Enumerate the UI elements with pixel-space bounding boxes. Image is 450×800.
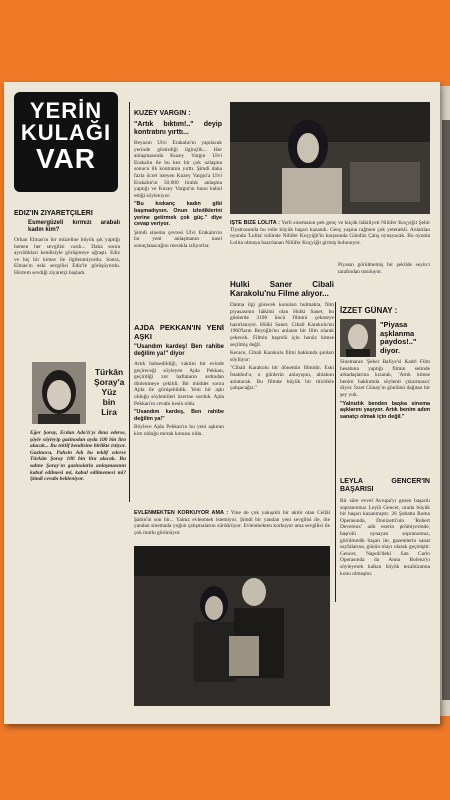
- lolita-body: Yerli sinemanın pek genç ve küçük hâkiliyeti Nilüfer Koçyiğit Şehir Tiyatrosunda bu rolle büyük başarı kazandı. Genç yaşına rağmen çok yetenekli. Anlatılan oyunda 'Lolita' rolünde Nilüfer Koçyiğit'in karşısında Gündüz Çalış oynayacak. Bu oyunla Lolita olmaya hazırlanan Nilüfer Koçyiğit girmiş bulunuyor.: [230, 220, 430, 246]
- izzet-gunay-photo: [340, 319, 376, 357]
- turkan-caption-4: bin: [102, 397, 116, 407]
- ajda-quote: "Usandım kardeş! Ben rahibe değilim ya!" diyor: [134, 344, 224, 357]
- magazine-page: [4, 82, 440, 724]
- hulki-article: [230, 280, 334, 500]
- edizin-subtitle: Esmergüzeli kırmızı arabalı kadın kim?: [28, 220, 120, 233]
- turkan-caption-1: Türkân: [94, 367, 124, 377]
- izzet-title: İZZET GÜNAY :: [340, 306, 398, 315]
- column-divider: [129, 102, 130, 502]
- evlen-article: [134, 510, 330, 544]
- evlen-title: EVLENMEKTEN KORKUYOR AMA :: [134, 510, 229, 516]
- ajda-quote-2: "Usandım kardeş, Ben rahibe değilim ya!": [134, 409, 224, 422]
- lolita-end-text: Piyasın görülmemiş bir şekilde seyirci tarafından tutuluyor.: [338, 262, 430, 275]
- ajda-title: AJDA PEKKAN'IN YENİ AŞKI: [134, 324, 224, 341]
- edizin-article: [14, 210, 120, 280]
- edizin-title: EDİZ'İN ZİYARETÇİLERİ: [14, 210, 93, 217]
- turkan-caption-3: Yüz: [101, 387, 117, 397]
- kuzey-reply: "Bu kıskanç kadın gibi başmadıysın. Onun izlediklerini yerine getirmek çok güç." diye cevap veriyor.: [134, 201, 222, 228]
- logo-line-2: KULAĞI: [20, 120, 112, 145]
- kuzey-body: Beyazın Ulvi Erakalın'ın yapılacak yerinde göstirdiği ilginçlik... Her anlaşmasında Kuzey Vargın Ulvi Erakalın ile bu kez bir çok uzlaşma sonucu ilk kontratını yırttı. Şimdi daha fazla ücret isteyen Kuzey Vargın'a Ulvi Erakalın'ın 50.000 liralık anlaşma yaptığı ve Kuzey Vargın'ın bunu kabul ettiği söyleniyor.: [134, 140, 222, 199]
- evlen-body: Yine de çok yakışıklı bir aktör olan Cellâl Şahin'in son bir... Yalnız evlenmek istemiyor. Şimdi bir yandan yeni sevgilisi ile, öte yandan sinemada yoğun çalışmalarını sürdürüyor. Evlenmekten korkuyor ama sevgilisi ile çok mutlu görünüyor.: [134, 510, 330, 536]
- turkan-caption-5: Lira: [101, 407, 117, 417]
- lolita-article: [230, 220, 430, 264]
- lolita-end: [338, 262, 430, 300]
- turkan-caption-2: Şoray'a: [94, 377, 125, 387]
- hulki-title: Hulki Saner Cibali Karakolu'nu Filme alıyor...: [230, 280, 334, 298]
- adjacent-page-shadow: [442, 120, 450, 700]
- turkan-article: [30, 430, 126, 720]
- leyla-article: [340, 478, 430, 698]
- kuzey-title: KUZEY VARGIN :: [134, 110, 191, 117]
- hulki-mid: Kerace, Cibali Karakolu filmi hakkında şunları söylüyor:: [230, 350, 334, 363]
- kuzey-quote: "Artık bıktım!.." deyip kontratını yırttı...: [134, 121, 222, 136]
- izzet-article: [340, 306, 430, 456]
- yerin-kulagi-var-logo: [14, 92, 118, 192]
- kuzey-article: [134, 110, 222, 320]
- column-divider-right: [335, 302, 336, 602]
- ajda-body: Artık bahsedildiği, vaktini bir evinde geçireceği söyleyen Ajda Pekkan, geçirdiği zor haftaların ardından dinlenmeye çekildi. Bir müddet sonra Ajda ile görüşebildik. Yeni bir aşkı olduğu söylentileri üzerine sorduk. Ajda Pekkan'ın cevabı kesin oldu.: [134, 361, 224, 407]
- kuzey-end: Şimdi sinema çevresi Ulvi Erakalın'ın bu yeni anlaşmanın nasıl sonuçlanacağını merakla izliyorlar.: [134, 229, 222, 249]
- lolita-photo: [230, 102, 430, 214]
- hulki-body: Daima ilgi görecek konuları bulmakta, film piyasasının hâkimi olan Hulki Saner, bu günlerde 3100 üncü filmini çekmeye hazırlanıyor. Hülki Saner, Cibali Karakolu'nu 1960'ların Beyoğlu'nu anlatan bir film olarak çekecek. Filmin başrolü için henüz kimse seçilmiş değil.: [230, 302, 334, 348]
- leyla-title: LEYLÂ GENCER'İN BAŞARISI: [340, 478, 430, 493]
- turkan-caption: [94, 367, 124, 417]
- couple-photo: [134, 546, 330, 706]
- edizin-body: Orhan Elmas'ın bir müzeline büyük şık yaptığı hemen her sevgilisi vardı... Daha sonra ayrıldıkları kendisiyle görüşmeye uğraştı. Ediz ve hiç bir kimse ile ilgilenmiyordu. Sonra, Elmas'ın eski sevgilisi Ediz'le görüşüyordu. Hürrem sevdiği ziyaretçi başladı.: [14, 237, 120, 276]
- izzet-end: "Yalnızlık benden başka sinema aşklarını yaşıyor. Artık benim adım sanatçı olmak için değil.": [340, 400, 430, 420]
- ajda-end: Böylece Ajda Pekkan'ın bu yeni aşkının kim olduğu merak konusu oldu.: [134, 424, 224, 437]
- izzet-quote: "Piyasa aşklanma paydos!.." diyor.: [380, 320, 417, 355]
- logo-line-3: VAR: [35, 143, 97, 174]
- turkan-soray-photo: [32, 362, 86, 424]
- hulki-end: "Cibali Karakolu bir dönemin filmidir. Eski İstanbul'u, o günlerin anlayışını, ahlakını anlatacak. Bu filmde büyük bir titizlikle çalışacağız.": [230, 365, 334, 392]
- izzet-body: Sinemanın 'Şeker Bafiye'si Kadri Film hesabına yaptığı filmin setinde arkadaşlarına kızarak, 'Artık kimse benim hakkımda söylenti çıkarmasın' diyor. İzzet Günay'ın gönlünü dağıtan bir şey yok.: [340, 359, 430, 398]
- ajda-article: [134, 324, 224, 502]
- leyla-body: Bir süre evvel Avrupa'yı gezen başarılı sopranomuz Leylâ Gencer, orada büyük bir başarı kazanmıştır. 26 Şubatta Roma Operasında, Donizetti'nin 'Robert Devereux' adlı eserin prömiyerinde, başrolü oynayan sopranomuz, görülmedik başarı ile, gazetelerin sanat sayfalarına, günün olayı olarak geçmiştir. Gencer, Napoli'deki San Carlo Operasında da Anna Bolena'yı söyleyerek halkın büyük tezahüratına konu olmuştur.: [340, 498, 430, 577]
- lolita-title: İŞTE BİZE LOLİTA :: [230, 220, 280, 226]
- turkan-body: Eğer Şoray, Ecdan Ada'lı'yı ikna ederse, şöyle söyleyip gazinodan ayda 100 bin lira alacak... Bu teklif kendisine birlikte istiyor. Gazinocu, Pahsin Adı bu teklif ederse Türkân Şoray 100 bin lira alacak. Bu sahne Şoray'ın gazinolarla anlaşmasının kabul edilmesi mi, kabul edilmemesi mi? Şimdi cevabı bekleniyor.: [30, 430, 126, 483]
- logo-line-1: YERİN: [29, 98, 103, 123]
